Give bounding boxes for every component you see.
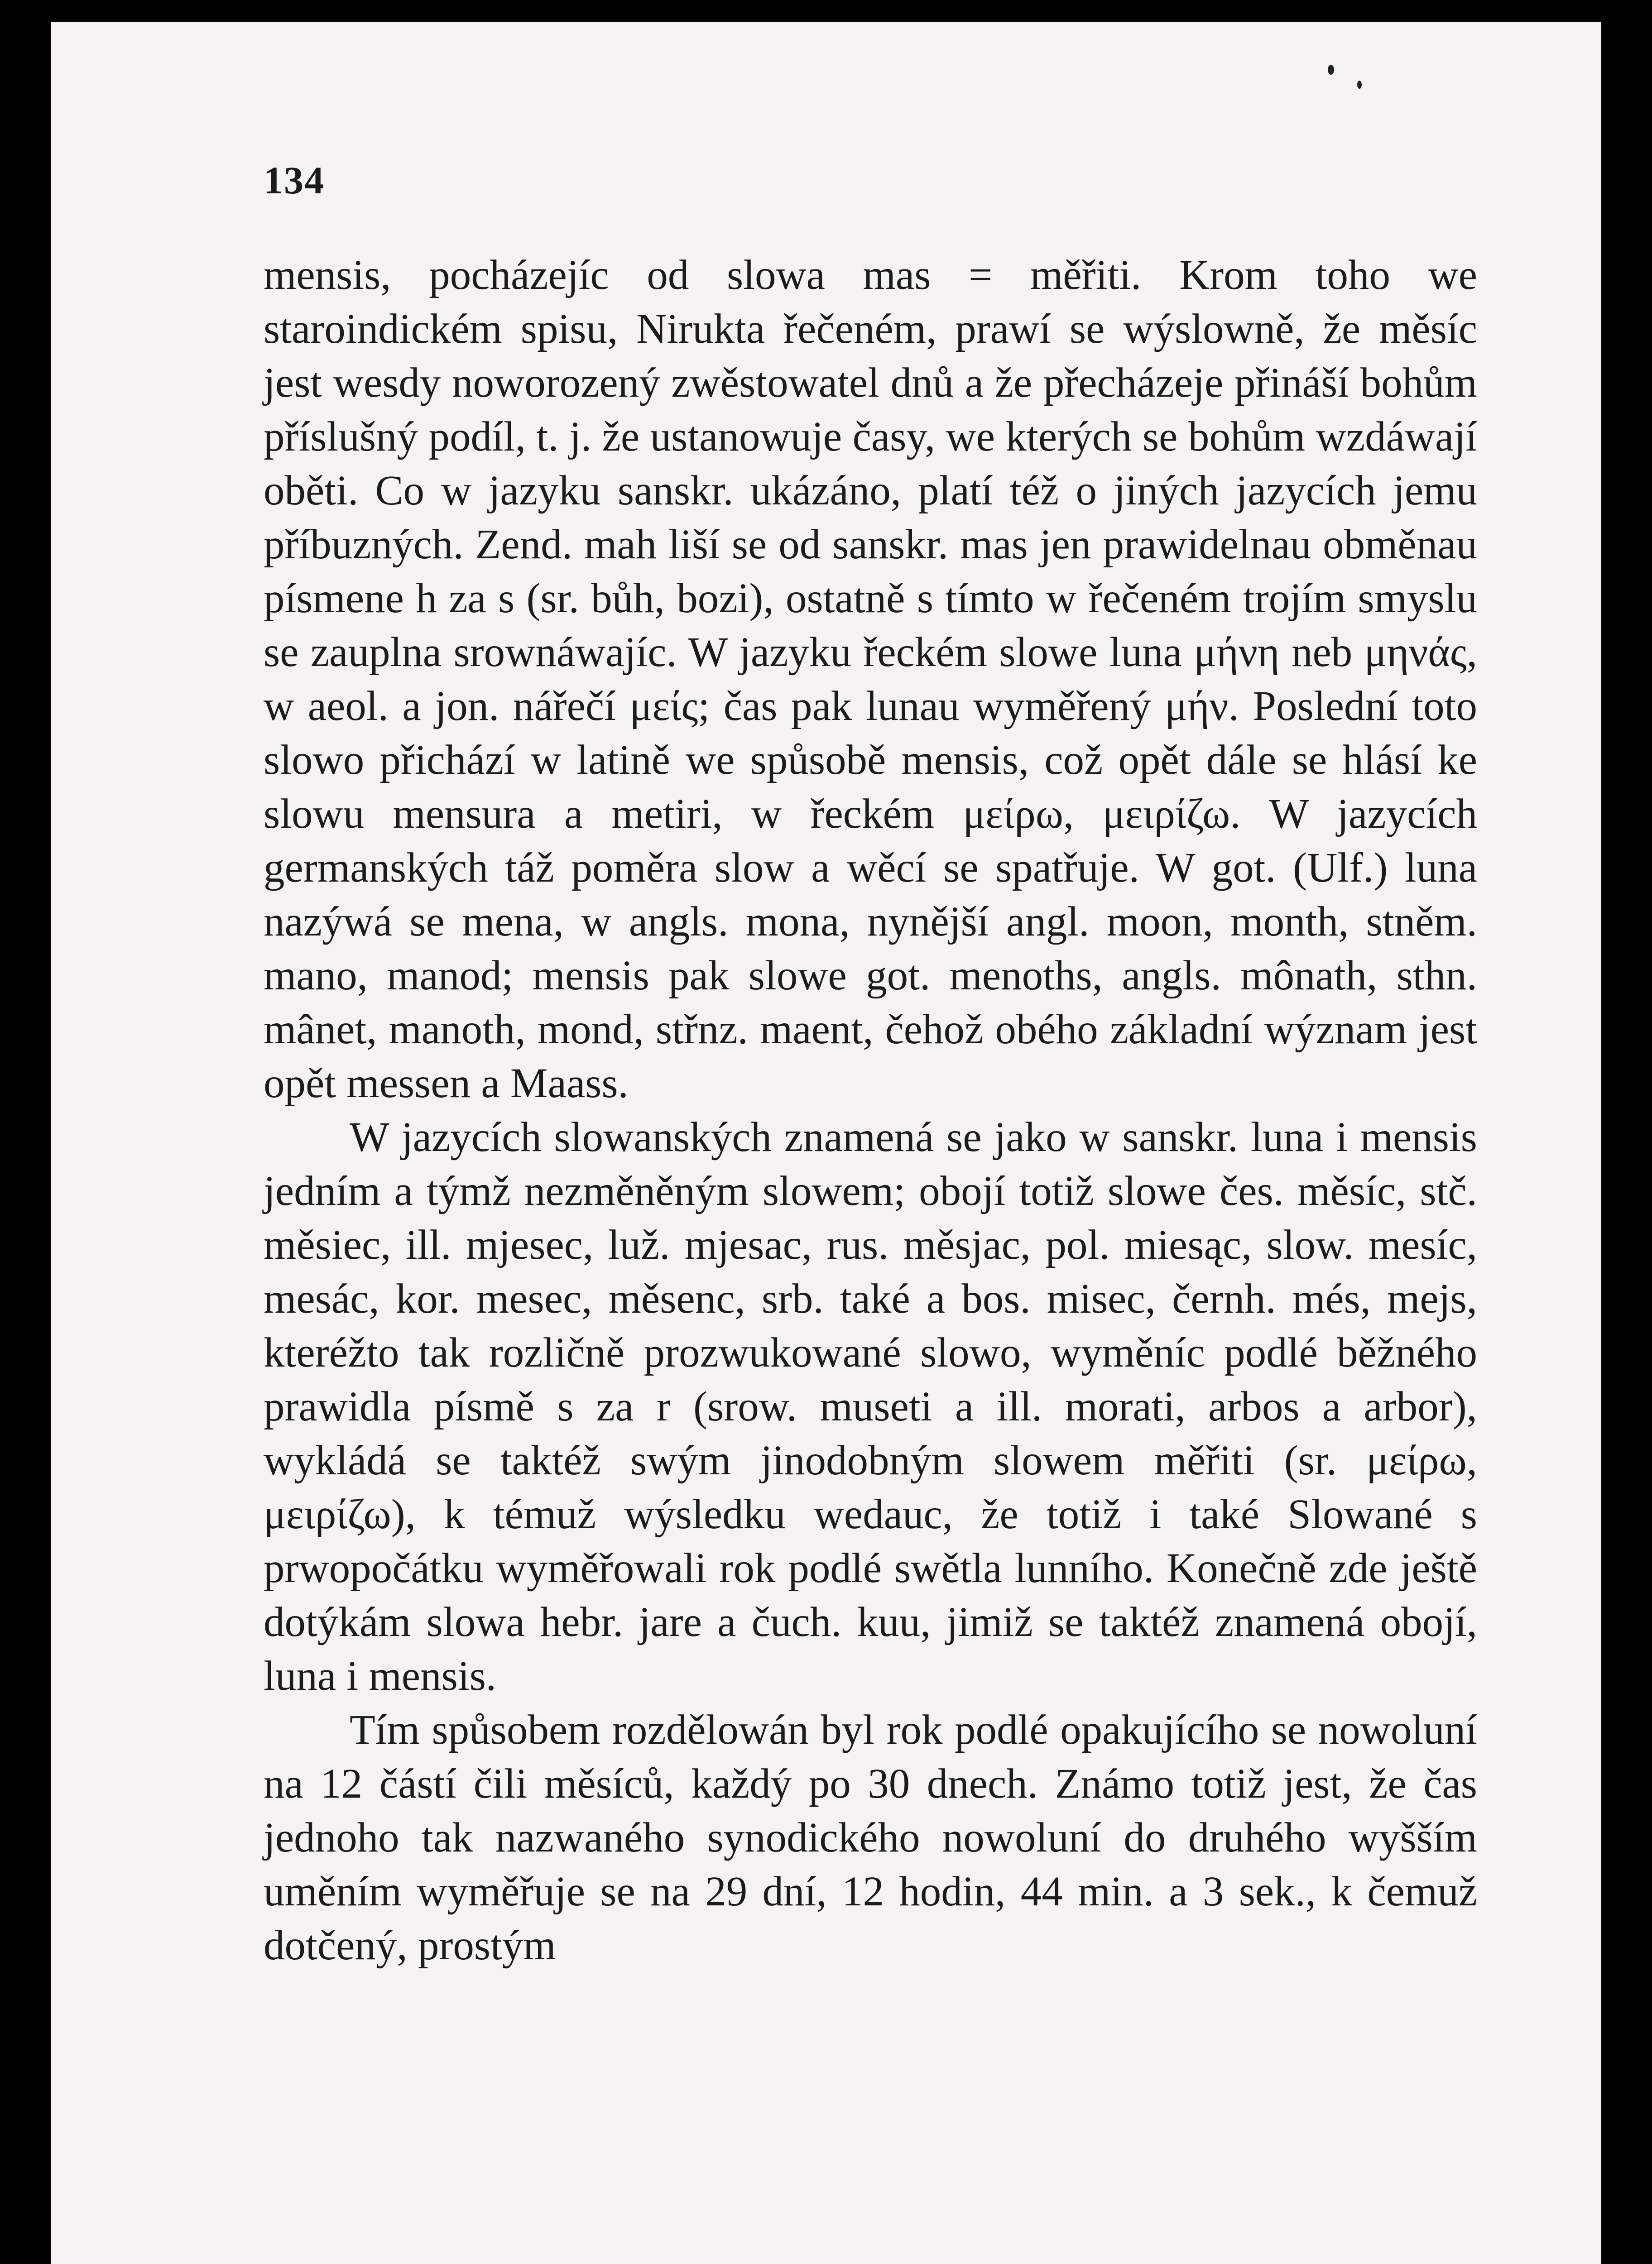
page-number: 134 (264, 158, 325, 202)
paragraph-3: Tím spůsobem rozdělowán byl rok podlé opakujícího se nowoluní na 12 částí čili měsíců, každý po 30 dnech. Známo totiž jest, že čas jednoho tak nazwaného synodického nowoluní do druhého wyšším uměním wyměřuje se na 29 dní, 12 hodin, 44 min. a 3 sek., k čemuž dotčený, prostým (264, 1707, 1477, 1969)
paragraph-1: mensis, pocházejíc od slowa mas = měřiti. Krom toho we staroindickém spisu, Nirukta řečeném, prawí se wýslowně, že měsíc jest wesdy noworozený zwěstowatel dnů a že přecházeje přináší bohům příslušný podíl, t. j. že ustanowuje časy, we kterých se bohům wzdáwají oběti. Co w jazyku sanskr. ukázáno, platí též o jiných jazycích jemu příbuzných. Zend. mah liší se od sanskr. mas jen prawidelnau obměnau písmene h za s (sr. bůh, bozi), ostatně s tímto w řečeném trojím smyslu se zauplna srownáwajíc. W jazyku řeckém slowe luna μήνη neb μηνάς, w aeol. a jon. nářečí μείς; čas pak lunau wyměřený μήν. Poslední toto slowo přichází w latině we spůsobě mensis, což opět dále se hlásí ke slowu mensura a metiri, w řeckém μείρω, μειρίζω. W jazycích germanských táž poměra slow a wěcí se spatřuje. W got. (Ulf.) luna nazýwá se mena, w angls. mona, nynější angl. moon, month, stněm. mano, manod; mensis pak slowe got. menoths, angls. mônath, sthn. mânet, manoth, mond, střnz. maent, čehož obého základní wýznam jest opět messen a Maass. (264, 252, 1477, 1107)
book-page (51, 22, 1601, 2264)
edge-speck (1357, 81, 1362, 89)
paragraph-2: W jazycích slowanských znamená se jako w sanskr. luna i mensis jedním a týmž nezměněným slowem; obojí totiž slowe čes. měsíc, stč. měsiec, ill. mjesec, luž. mjesac, rus. měsjac, pol. miesąc, slow. mesíc, mesác, kor. mesec, měsenc, srb. také a bos. misec, černh. més, mejs, kteréžto tak rozličně prozwukowané slowo, wyměníc podlé běžného prawidla písmě s za r (srow. museti a ill. morati, arbos a arbor), wykládá se taktéž swým jinodobným slowem měřiti (sr. μείρω, μειρίζω), k témuž wýsledku wedauc, že totiž i také Slowané s prwopočátku wyměřowali rok podlé swětla lunního. Konečně zde ještě dotýkám slowa hebr. jare a čuch. kuu, jimiž se taktéž znamená obojí, luna i mensis. (264, 1114, 1477, 1699)
edge-speck (1328, 65, 1334, 75)
body-text (264, 248, 1477, 1972)
